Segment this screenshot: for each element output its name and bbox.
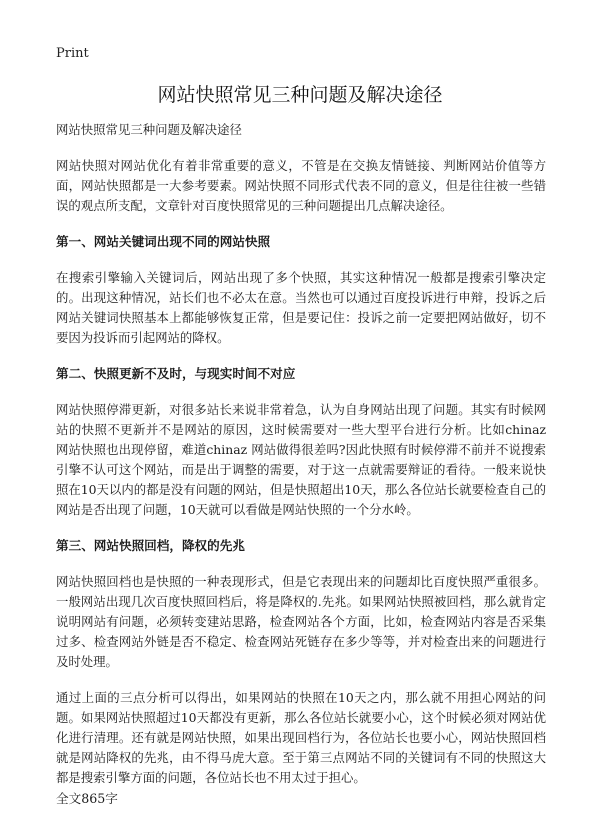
intro-paragraph: 网站快照对网站优化有着非常重要的意义，不管是在交换友情链接、判断网站价值等方面，网站快照都是一大参考要素。网站快照不同形式代表不同的意义，但是往往被一些错误的观点所支配，文章针对百度快照常见的三种问题提出几点解决途径。	[56, 158, 546, 213]
section-1-body: 在搜索引擎输入关键词后，网站出现了多个快照，其实这种情况一般都是搜索引擎决定的。出现这种情况，站长们也不必太在意。当然也可以通过百度投诉进行申辩，投诉之后网站关键词快照基本上都能够恢复正常，但是要记住：投诉之前一定要把网站做好，切不要因为投诉而引起网站的降权。	[56, 270, 546, 345]
word-count: 全文865字	[56, 791, 118, 806]
page-title: 网站快照常见三种问题及解决途径	[157, 84, 443, 106]
print-link[interactable]: Print	[56, 46, 89, 61]
section-2-body: 网站快照停滞更新，对很多站长来说非常着急，认为自身网站出现了问题。其实有时候网站的快照不更新并不是网站的原因，这时候需要对一些大型平台进行分析。比如chinaz 网站快照也出现停留，难道chinaz 网站做得很差吗?因此快照有时候停滞不前并不说搜索引擎不认可这个网站，而是出于调整的需要，对于这一点就需要辩证的看待。一般来说快照在10天以内的都是没有问题的网站，但是快照超出10天，那么各位站长就要检查自己的网站是否出现了问题，10天就可以看做是网站快照的一个分水岭。	[56, 402, 546, 517]
section-3-heading: 第三、网站快照回档，降权的先兆	[56, 538, 245, 553]
section-3-body: 网站快照回档也是快照的一种表现形式，但是它表现出来的问题却比百度快照严重很多。一般网站出现几次百度快照回档后，将是降权的.先兆。如果网站快照被回档，那么就肯定说明网站有问题，必须转变建站思路，检查网站各个方面，比如，检查网站内容是否采集过多、检查网站外链是否不稳定、检查网站死链存在多少等等，并对检查出来的问题进行及时处理。	[56, 574, 546, 669]
article-subtitle: 网站快照常见三种问题及解决途径	[56, 122, 242, 137]
section-1-heading: 第一、网站关键词出现不同的网站快照	[56, 234, 271, 249]
conclusion-paragraph: 通过上面的三点分析可以得出，如果网站的快照在10天之内，那么就不用担心网站的问题。如果网站快照超过10天都没有更新，那么各位站长就要小心，这个时候必须对网站优化进行清理。还有就是网站快照，如果出现回档行为，各位站长也要小心，网站快照回档就是网站降权的先兆，由不得马虎大意。至于第三点网站不同的关键词有不同的快照这大都是搜索引擎方面的问题，各位站长也不用太过于担心。	[56, 690, 546, 785]
article-body	[56, 120, 546, 804]
section-2-heading: 第二、快照更新不及时，与现实时间不对应	[56, 366, 296, 381]
